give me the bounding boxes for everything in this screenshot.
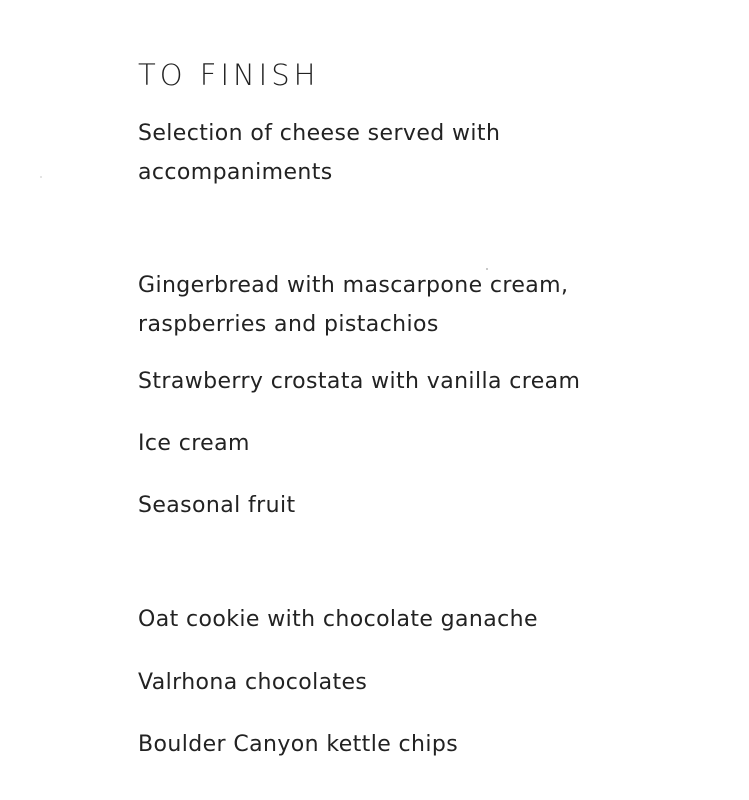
menu-item-oat-cookie: Oat cookie with chocolate ganache [138, 607, 538, 632]
menu-item-crostata: Strawberry crostata with vanilla cream [138, 369, 581, 394]
section-heading: TO FINISH [138, 58, 320, 92]
menu-item-gingerbread-line-2: raspberries and pistachios [138, 312, 439, 337]
scan-speck [486, 268, 488, 270]
menu-item-gingerbread-line-1: Gingerbread with mascarpone cream, [138, 273, 569, 298]
menu-item-seasonal-fruit: Seasonal fruit [138, 493, 296, 518]
menu-item-gingerbread [138, 266, 568, 344]
menu-item-chocolates: Valrhona chocolates [138, 670, 368, 695]
menu-item-cheese-line-1: Selection of cheese served with [138, 121, 501, 146]
menu-item-cheese [138, 114, 500, 192]
scan-speck [40, 176, 42, 178]
menu-item-cheese-line-2: accompaniments [138, 160, 333, 185]
menu-item-ice-cream: Ice cream [138, 431, 250, 456]
menu-item-kettle-chips: Boulder Canyon kettle chips [138, 732, 459, 757]
